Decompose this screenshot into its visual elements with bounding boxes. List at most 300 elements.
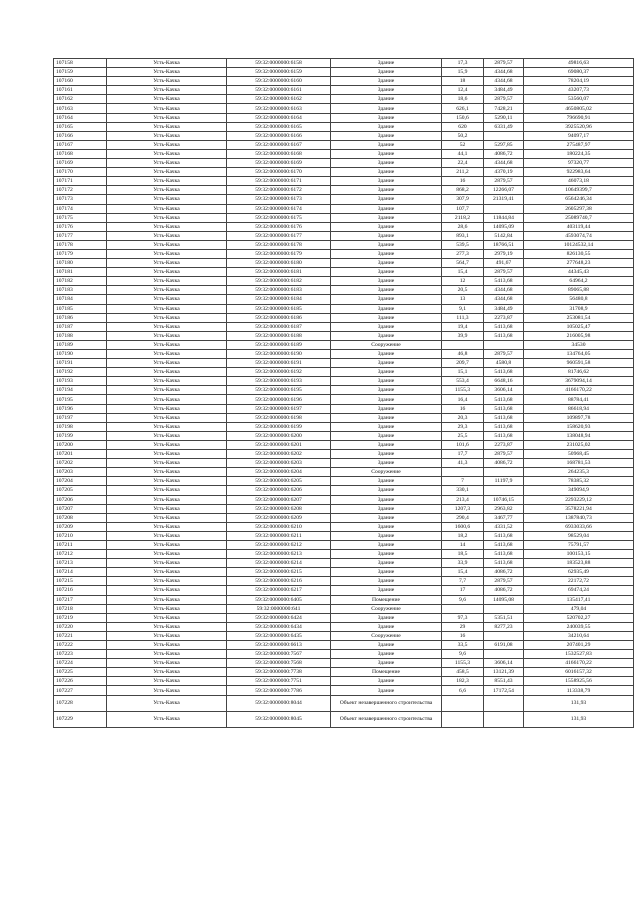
settlement-cell: Усть-Качка (107, 331, 227, 340)
object-type-cell: Здание (331, 513, 442, 522)
unit-value-cell: 8551,43 (484, 677, 524, 686)
object-type-cell: Здание (331, 213, 442, 222)
table-row (54, 459, 634, 468)
settlement-cell: Усть-Качка (107, 604, 227, 613)
row-number-cell: 107209 (54, 522, 107, 531)
object-type-cell: Здание (331, 240, 442, 249)
table-row (54, 68, 634, 77)
cadastral-value-cell: 62935,49 (524, 568, 634, 577)
cadastral-value-cell: 43207,73 (524, 86, 634, 95)
cadastral-value-cell: 34530 (524, 340, 634, 349)
table-row (54, 631, 634, 640)
cadastral-value-cell: 88784,41 (524, 395, 634, 404)
settlement-cell: Усть-Качка (107, 177, 227, 186)
area-cell: 33,9 (442, 559, 484, 568)
row-number-cell: 107221 (54, 631, 107, 640)
table-row (54, 259, 634, 268)
row-number-cell: 107214 (54, 568, 107, 577)
area-cell: 290,4 (442, 513, 484, 522)
cadastral-number-cell: 59:32:0000000:6204 (227, 468, 331, 477)
cadastral-value-cell: 49816,63 (524, 59, 634, 68)
unit-value-cell (484, 650, 524, 659)
settlement-cell: Усть-Качка (107, 140, 227, 149)
cadastral-value-cell: 97320,77 (524, 159, 634, 168)
object-type-cell: Здание (331, 131, 442, 140)
unit-value-cell: 2879,57 (484, 450, 524, 459)
settlement-cell: Усть-Качка (107, 77, 227, 86)
settlement-cell: Усть-Качка (107, 486, 227, 495)
row-number-cell: 107165 (54, 122, 107, 131)
row-number-cell: 107164 (54, 113, 107, 122)
cadastral-number-cell: 59:32:0000000:6167 (227, 140, 331, 149)
settlement-cell: Усть-Качка (107, 577, 227, 586)
cadastral-value-cell: 22172,72 (524, 577, 634, 586)
cadastral-number-cell: 59:32:0000000:7786 (227, 686, 331, 695)
row-number-cell: 107218 (54, 604, 107, 613)
unit-value-cell: 6191,08 (484, 641, 524, 650)
settlement-cell: Усть-Качка (107, 286, 227, 295)
cadastral-number-cell: 59:32:0000000:6215 (227, 568, 331, 577)
table-row (54, 140, 634, 149)
row-number-cell: 107191 (54, 359, 107, 368)
unit-value-cell (484, 486, 524, 495)
cadastral-number-cell: 59:32:0000000:6214 (227, 559, 331, 568)
row-number-cell: 107184 (54, 295, 107, 304)
row-number-cell: 107160 (54, 77, 107, 86)
area-cell: 564,7 (442, 259, 484, 268)
settlement-cell: Усть-Качка (107, 550, 227, 559)
settlement-cell: Усть-Качка (107, 386, 227, 395)
cadastral-value-cell: 69474,24 (524, 586, 634, 595)
table-row (54, 386, 634, 395)
area-cell: 213,4 (442, 495, 484, 504)
unit-value-cell: 5142,84 (484, 231, 524, 240)
object-type-cell: Здание (331, 440, 442, 449)
cadastral-number-cell: 59:32:0000000:6201 (227, 440, 331, 449)
cadastral-number-cell: 59:32:0000000:6211 (227, 531, 331, 540)
cadastral-number-cell: 59:32:0000000:6205 (227, 477, 331, 486)
object-type-cell: Здание (331, 68, 442, 77)
object-type-cell: Здание (331, 586, 442, 595)
table-row (54, 304, 634, 313)
cadastral-number-cell: 59:32:0000000:6189 (227, 340, 331, 349)
table-row (54, 504, 634, 513)
cadastral-value-cell: 264235,3 (524, 468, 634, 477)
cadastral-value-cell: 168781,53 (524, 459, 634, 468)
unit-value-cell: 5413,68 (484, 422, 524, 431)
cadastral-number-cell: 59:32:0000000:6171 (227, 177, 331, 186)
cadastral-number-cell: 59:32:0000000:6191 (227, 359, 331, 368)
cadastral-value-cell: 3578221,94 (524, 504, 634, 513)
area-cell: 211,2 (442, 168, 484, 177)
settlement-cell: Усть-Качка (107, 568, 227, 577)
area-cell: 19,4 (442, 322, 484, 331)
table-row (54, 77, 634, 86)
cadastral-value-cell: 231025,02 (524, 440, 634, 449)
cadastral-value-cell: 960591,58 (524, 359, 634, 368)
settlement-cell: Усть-Качка (107, 195, 227, 204)
unit-value-cell: 5413,68 (484, 531, 524, 540)
settlement-cell: Усть-Качка (107, 268, 227, 277)
object-type-cell: Здание (331, 459, 442, 468)
row-number-cell: 107167 (54, 140, 107, 149)
unit-value-cell: 4331,52 (484, 522, 524, 531)
cadastral-value-cell: 98529,04 (524, 531, 634, 540)
settlement-cell: Усть-Качка (107, 504, 227, 513)
object-type-cell: Здание (331, 431, 442, 440)
area-cell: 17,7 (442, 450, 484, 459)
area-cell: 12 (442, 277, 484, 286)
object-type-cell: Здание (331, 395, 442, 404)
object-type-cell: Здание (331, 168, 442, 177)
unit-value-cell: 4370,19 (484, 168, 524, 177)
cadastral-value-cell: 796690,91 (524, 113, 634, 122)
unit-value-cell: 4086,72 (484, 586, 524, 595)
unit-value-cell: 6648,16 (484, 377, 524, 386)
unit-value-cell: 5413,68 (484, 413, 524, 422)
row-number-cell: 107203 (54, 468, 107, 477)
settlement-cell: Усть-Качка (107, 186, 227, 195)
cadastral-value-cell: 34210,64 (524, 631, 634, 640)
settlement-cell: Усть-Качка (107, 711, 227, 727)
settlement-cell: Усть-Качка (107, 404, 227, 413)
row-number-cell: 107171 (54, 177, 107, 186)
unit-value-cell: 3484,49 (484, 304, 524, 313)
area-cell: 39,9 (442, 331, 484, 340)
unit-value-cell: 2879,57 (484, 350, 524, 359)
cadastral-value-cell: 275487,97 (524, 140, 634, 149)
object-type-cell: Здание (331, 559, 442, 568)
row-number-cell: 107213 (54, 559, 107, 568)
row-number-cell: 107174 (54, 204, 107, 213)
row-number-cell: 107229 (54, 711, 107, 727)
row-number-cell: 107227 (54, 686, 107, 695)
cadastral-value-cell: 81746,62 (524, 368, 634, 377)
row-number-cell: 107187 (54, 322, 107, 331)
object-type-cell: Здание (331, 377, 442, 386)
object-type-cell: Здание (331, 550, 442, 559)
table-row (54, 131, 634, 140)
cadastral-value-cell: 2293229,12 (524, 495, 634, 504)
area-cell: 28,6 (442, 222, 484, 231)
row-number-cell: 107161 (54, 86, 107, 95)
row-number-cell: 107201 (54, 450, 107, 459)
cadastral-number-cell: 59:32:0000000:6186 (227, 313, 331, 322)
object-type-cell: Здание (331, 622, 442, 631)
unit-value-cell: 5297,85 (484, 140, 524, 149)
row-number-cell: 107166 (54, 131, 107, 140)
table-row (54, 177, 634, 186)
cadastral-value-cell: 94097,17 (524, 131, 634, 140)
settlement-cell: Усть-Качка (107, 440, 227, 449)
area-cell: 16 (442, 404, 484, 413)
area-cell (442, 340, 484, 349)
cadastral-value-cell: 183523,88 (524, 559, 634, 568)
cadastral-value-cell: 56480,8 (524, 295, 634, 304)
row-number-cell: 107178 (54, 240, 107, 249)
area-cell: 111,3 (442, 313, 484, 322)
cadastral-number-cell: 59:32:0000000:7751 (227, 677, 331, 686)
area-cell: 9,6 (442, 595, 484, 604)
table-row (54, 359, 634, 368)
unit-value-cell: 2979,19 (484, 249, 524, 258)
area-cell (442, 604, 484, 613)
object-type-cell: Здание (331, 140, 442, 149)
settlement-cell: Усть-Качка (107, 59, 227, 68)
cadastral-number-cell: 59:32:0000000:7568 (227, 659, 331, 668)
area-cell: 29,3 (442, 422, 484, 431)
cadastral-value-cell: 50968,45 (524, 450, 634, 459)
cadastral-number-cell: 59:32:0000000:6162 (227, 95, 331, 104)
cadastral-value-cell: 479,04 (524, 604, 634, 613)
settlement-cell: Усть-Качка (107, 277, 227, 286)
cadastral-value-cell: 10124532,14 (524, 240, 634, 249)
cadastral-number-cell: 59:32:0000000:6206 (227, 486, 331, 495)
row-number-cell: 107220 (54, 622, 107, 631)
table-body (54, 59, 634, 728)
unit-value-cell: 11844,84 (484, 213, 524, 222)
row-number-cell: 107208 (54, 513, 107, 522)
table-row (54, 277, 634, 286)
object-type-cell: Здание (331, 159, 442, 168)
cadastral-value-cell: 53560,07 (524, 95, 634, 104)
cadastral-number-cell: 59:32:0000000:6164 (227, 113, 331, 122)
row-number-cell: 107195 (54, 395, 107, 404)
row-number-cell: 107177 (54, 231, 107, 240)
table-row (54, 668, 634, 677)
table-row (54, 86, 634, 95)
area-cell: 107,7 (442, 204, 484, 213)
cadastral-number-cell: 59:32:0000000:6192 (227, 368, 331, 377)
table-row (54, 522, 634, 531)
row-number-cell: 107215 (54, 577, 107, 586)
cadastral-number-cell: 59:32:0000000:6174 (227, 204, 331, 213)
cadastral-number-cell: 59:32:0000000:6434 (227, 622, 331, 631)
settlement-cell: Усть-Качка (107, 495, 227, 504)
cadastral-value-cell: 4166170,22 (524, 659, 634, 668)
settlement-cell: Усть-Качка (107, 622, 227, 631)
table-row (54, 495, 634, 504)
cadastral-number-cell: 59:32:0000000:6178 (227, 240, 331, 249)
area-cell: 52 (442, 140, 484, 149)
area-cell: 15,1 (442, 368, 484, 377)
cadastral-value-cell: 75791,57 (524, 540, 634, 549)
table-row (54, 659, 634, 668)
cadastral-number-cell: 59:32:0000000:6424 (227, 613, 331, 622)
settlement-cell: Усть-Качка (107, 559, 227, 568)
cadastral-value-cell: 349094,9 (524, 486, 634, 495)
row-number-cell: 107223 (54, 650, 107, 659)
unit-value-cell: 2273,87 (484, 440, 524, 449)
settlement-cell: Усть-Качка (107, 204, 227, 213)
cadastral-value-cell: 180224,35 (524, 149, 634, 158)
row-number-cell: 107207 (54, 504, 107, 513)
object-type-cell: Здание (331, 149, 442, 158)
cadastral-number-cell: 59:32:0000000:6169 (227, 159, 331, 168)
area-cell: 9,6 (442, 650, 484, 659)
unit-value-cell: 3606,14 (484, 659, 524, 668)
table-row (54, 622, 634, 631)
cadastral-value-cell: 403119,44 (524, 222, 634, 231)
area-cell: 893,1 (442, 231, 484, 240)
settlement-cell: Усть-Качка (107, 240, 227, 249)
table-row (54, 413, 634, 422)
unit-value-cell: 8277,23 (484, 622, 524, 631)
row-number-cell: 107179 (54, 249, 107, 258)
settlement-cell: Усть-Качка (107, 313, 227, 322)
row-number-cell: 107228 (54, 695, 107, 711)
cadastral-number-cell: 59:32:0000000:6193 (227, 377, 331, 386)
table-row (54, 295, 634, 304)
object-type-cell: Здание (331, 268, 442, 277)
area-cell: 15,9 (442, 68, 484, 77)
area-cell: 50,2 (442, 131, 484, 140)
table-row (54, 59, 634, 68)
cadastral-number-cell: 59:32:0000000:6163 (227, 104, 331, 113)
unit-value-cell (484, 131, 524, 140)
table-row (54, 368, 634, 377)
unit-value-cell: 2879,57 (484, 577, 524, 586)
object-type-cell: Здание (331, 350, 442, 359)
area-cell: 15,4 (442, 268, 484, 277)
row-number-cell: 107168 (54, 149, 107, 158)
settlement-cell: Усть-Качка (107, 322, 227, 331)
table-row (54, 149, 634, 158)
unit-value-cell: 13121,39 (484, 668, 524, 677)
cadastral-value-cell: 1558925,56 (524, 677, 634, 686)
area-cell (442, 711, 484, 727)
object-type-cell: Здание (331, 295, 442, 304)
settlement-cell: Усть-Качка (107, 359, 227, 368)
area-cell: 626,1 (442, 104, 484, 113)
row-number-cell: 107176 (54, 222, 107, 231)
object-type-cell: Здание (331, 231, 442, 240)
area-cell: 458,5 (442, 668, 484, 677)
row-number-cell: 107180 (54, 259, 107, 268)
table-row (54, 513, 634, 522)
object-type-cell: Здание (331, 322, 442, 331)
table-row (54, 240, 634, 249)
area-cell: 209,7 (442, 359, 484, 368)
cadastral-value-cell: 109897,78 (524, 413, 634, 422)
area-cell: 29 (442, 622, 484, 631)
table-row (54, 595, 634, 604)
object-type-cell: Здание (331, 304, 442, 313)
cadastral-number-cell: 59:32:0000000:6166 (227, 131, 331, 140)
object-type-cell: Здание (331, 495, 442, 504)
table-row (54, 577, 634, 586)
settlement-cell: Усть-Качка (107, 450, 227, 459)
table-row (54, 350, 634, 359)
unit-value-cell (484, 631, 524, 640)
unit-value-cell: 4344,68 (484, 159, 524, 168)
table-row (54, 404, 634, 413)
area-cell: 7 (442, 477, 484, 486)
object-type-cell: Здание (331, 331, 442, 340)
cadastral-number-cell: 59:32:0000000:6188 (227, 331, 331, 340)
cadastral-value-cell: 6933033,66 (524, 522, 634, 531)
row-number-cell: 107222 (54, 641, 107, 650)
object-type-cell: Здание (331, 95, 442, 104)
cadastral-number-cell: 59:32:0000000:6172 (227, 186, 331, 195)
object-type-cell: Здание (331, 313, 442, 322)
object-type-cell: Объект незавершенного строительства (331, 711, 442, 727)
settlement-cell: Усть-Качка (107, 377, 227, 386)
area-cell: 20,5 (442, 286, 484, 295)
settlement-cell: Усть-Качка (107, 668, 227, 677)
row-number-cell: 107225 (54, 668, 107, 677)
cadastral-value-cell: 1387840,73 (524, 513, 634, 522)
area-cell: 553,4 (442, 377, 484, 386)
unit-value-cell: 4086,72 (484, 459, 524, 468)
row-number-cell: 107224 (54, 659, 107, 668)
object-type-cell: Сооружение (331, 340, 442, 349)
row-number-cell: 107211 (54, 540, 107, 549)
cadastral-number-cell: 59:32:0000000:6175 (227, 213, 331, 222)
row-number-cell: 107163 (54, 104, 107, 113)
cadastral-number-cell: 59:32:0000000:6217 (227, 586, 331, 595)
cadastral-value-cell: 25089740,7 (524, 213, 634, 222)
settlement-cell: Усть-Качка (107, 350, 227, 359)
object-type-cell: Здание (331, 113, 442, 122)
cadastral-value-cell: 89065,88 (524, 286, 634, 295)
table-row (54, 540, 634, 549)
document-page (53, 58, 612, 728)
area-cell: 182,3 (442, 677, 484, 686)
cadastral-value-cell: 44345,43 (524, 268, 634, 277)
settlement-cell: Усть-Качка (107, 222, 227, 231)
area-cell: 150,6 (442, 113, 484, 122)
unit-value-cell: 5351,51 (484, 613, 524, 622)
settlement-cell: Усть-Качка (107, 113, 227, 122)
row-number-cell: 107196 (54, 404, 107, 413)
cadastral-value-cell: 826130,55 (524, 249, 634, 258)
table-row (54, 195, 634, 204)
cadastral-number-cell: 59:32:0000000:6207 (227, 495, 331, 504)
table-row (54, 641, 634, 650)
area-cell: 539,5 (442, 240, 484, 249)
cadastral-value-cell: 253081,54 (524, 313, 634, 322)
area-cell: 97,3 (442, 613, 484, 622)
table-row (54, 204, 634, 213)
object-type-cell: Здание (331, 577, 442, 586)
area-cell: 277,3 (442, 249, 484, 258)
row-number-cell: 107188 (54, 331, 107, 340)
settlement-cell: Усть-Качка (107, 686, 227, 695)
table-row (54, 231, 634, 240)
cadastral-number-cell: 59:32:0000000:6183 (227, 286, 331, 295)
unit-value-cell (484, 711, 524, 727)
unit-value-cell: 7428,21 (484, 104, 524, 113)
settlement-cell: Усть-Качка (107, 159, 227, 168)
table-row (54, 431, 634, 440)
object-type-cell: Здание (331, 404, 442, 413)
cadastral-number-cell: 59:32:0000000:6190 (227, 350, 331, 359)
row-number-cell: 107181 (54, 268, 107, 277)
settlement-cell: Усть-Качка (107, 304, 227, 313)
table-row (54, 113, 634, 122)
row-number-cell: 107199 (54, 431, 107, 440)
cadastral-number-cell: 59:32:0000000:6168 (227, 149, 331, 158)
row-number-cell: 107190 (54, 350, 107, 359)
cadastral-value-cell: 131,93 (524, 695, 634, 711)
area-cell: 18,2 (442, 531, 484, 540)
cadastral-number-cell: 59:32:0000000:6405 (227, 595, 331, 604)
settlement-cell: Усть-Качка (107, 295, 227, 304)
cadastral-value-cell: 277648,23 (524, 259, 634, 268)
unit-value-cell (484, 604, 524, 613)
object-type-cell: Здание (331, 522, 442, 531)
